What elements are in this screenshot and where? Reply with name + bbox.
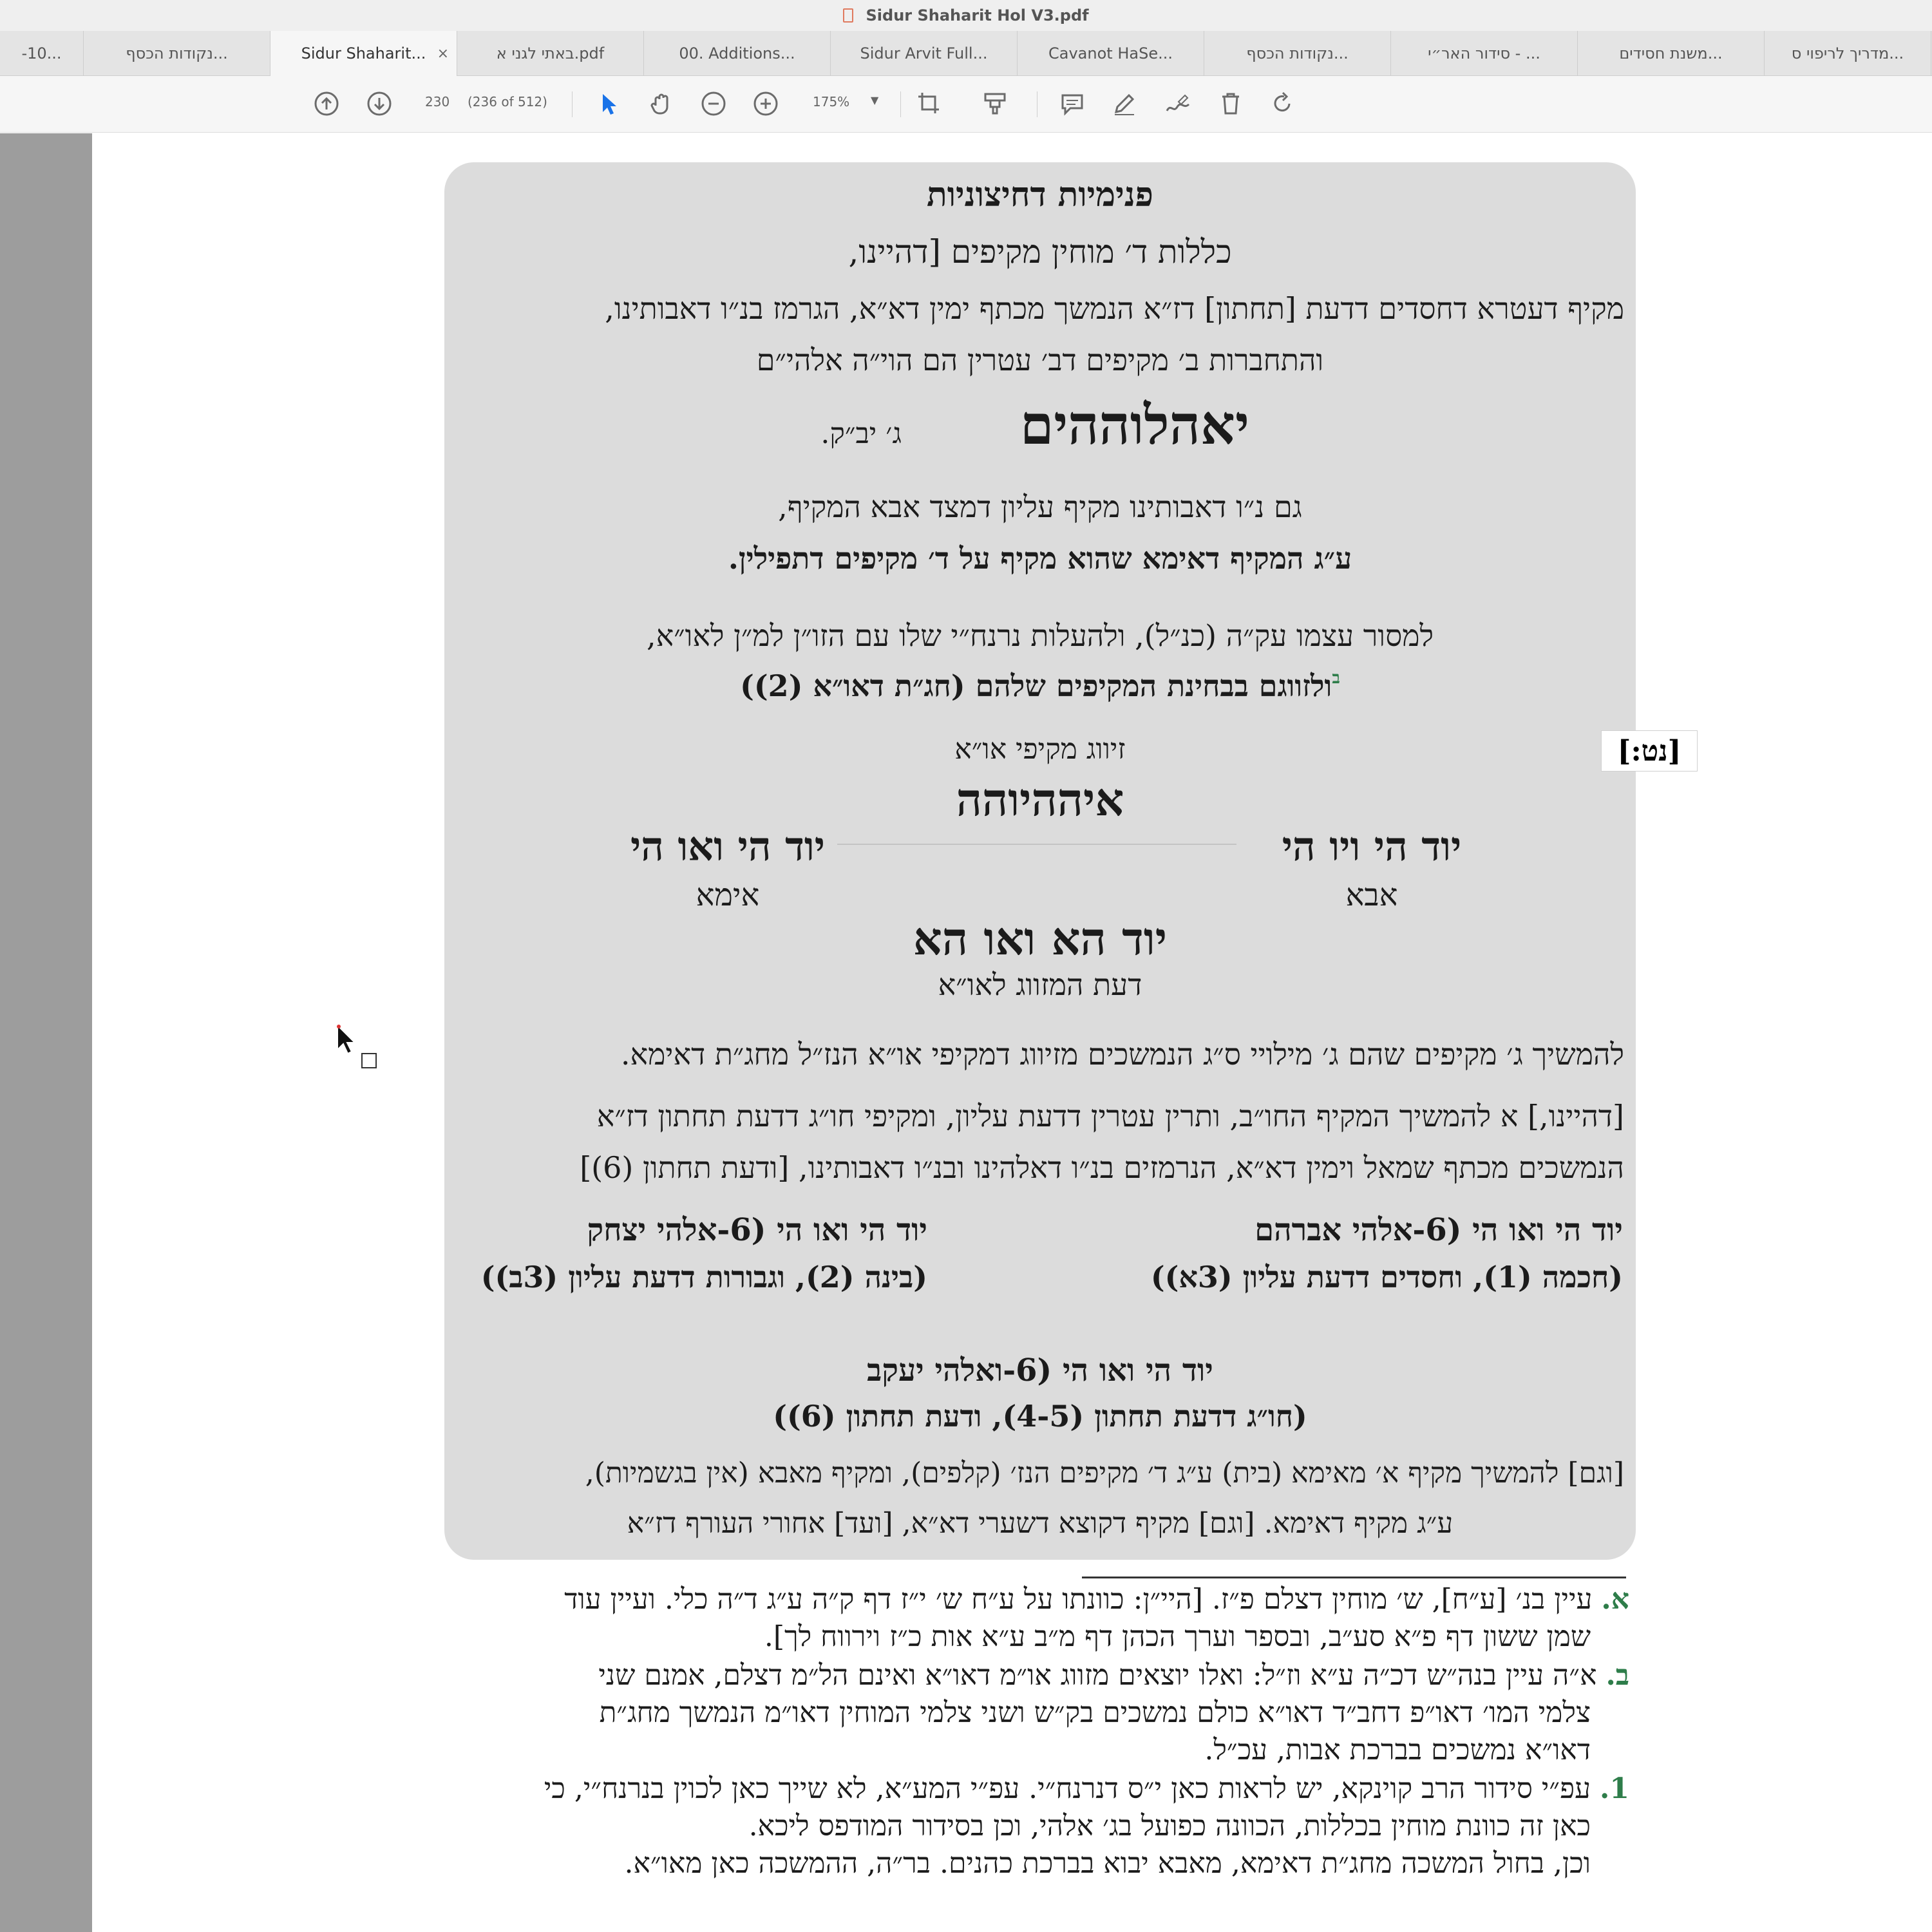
text-line: להמשיך ג׳ מקיפים שהם ג׳ מילויי ס״ג הנמשכים מזיווג דמקיפי או״א הנז״ל מחג״ת דאימא. — [620, 1037, 1624, 1072]
text-line: הנמשכים מכתף שמאל וימין דא״א, הנרמזים בנ״ו דאלהינו ובנ״ו דאבותינו, [ודעת תחתון (6)] — [580, 1150, 1624, 1185]
up-arrow-icon[interactable] — [312, 89, 341, 118]
pdf-toolbar — [0, 76, 1932, 133]
zivug-name: איההיוהה — [956, 773, 1124, 826]
highlight-icon[interactable] — [980, 89, 1010, 118]
pen-icon[interactable] — [1110, 89, 1139, 118]
text-line-body: ולזווגם בבחינת המקיפים שלהם (חג״ת דאו״א (2)) — [740, 668, 1332, 703]
page-number-field[interactable]: 230 — [425, 94, 450, 109]
group-desc-avraham: (חכמה (1), וחסדים דדעת עליון (3א)) — [1150, 1260, 1623, 1294]
page-reference-marker: [נט:] — [1601, 730, 1698, 772]
text-line: גם נ״ו דאבותינו מקיף עליון דמצד אבא המקיף, — [778, 489, 1302, 524]
footnote — [451, 1583, 1629, 1616]
tab[interactable] — [0, 31, 84, 76]
tab[interactable] — [644, 31, 831, 76]
footnote-mark: 1. — [1600, 1772, 1629, 1805]
group-name-yitzchak: יוד הי ואו הי (6-אלהי יצחק — [587, 1212, 927, 1248]
daat-name: יוד הא ואו הא — [913, 912, 1168, 965]
tab-label: באתי לגני א.pdf — [496, 44, 605, 62]
text-line: ע״ג מקיף דאימא. [וגם] מקיף דקוצא דשערי דא״א, [ועד] אחורי העורף דז״א — [627, 1507, 1454, 1540]
footnote-continuation: כאן זה כוונת מוחין בכללות, הכוונה כפועל בג׳ אלהי, וכן בסידור המודפס ליכא. — [748, 1810, 1591, 1842]
zoom-in-icon[interactable] — [751, 89, 781, 118]
tab[interactable] — [1204, 31, 1391, 76]
down-arrow-icon[interactable] — [365, 89, 394, 118]
tab[interactable] — [1578, 31, 1765, 76]
footnote-mark: ב. — [1605, 1659, 1629, 1692]
window-titlebar — [0, 0, 1932, 31]
rotate-icon[interactable] — [1267, 89, 1297, 118]
abba-name: יוד הי ויו הי — [1282, 823, 1462, 870]
tab-label: -10... — [21, 44, 62, 62]
close-tab-icon[interactable]: × — [437, 45, 449, 62]
tab-label: נקודות הכסף... — [1246, 44, 1349, 62]
tab-label: מדריך לריפוי ס... — [1791, 44, 1904, 62]
footnote-continuation: וכן, בחול המשכה מחג״ת דאימא, מאבא יבוא בברכת כהנים. בר״ה, ההמשכה כאן מאו״א. — [624, 1847, 1591, 1880]
hand-icon[interactable] — [647, 89, 676, 118]
footnote — [451, 1659, 1629, 1692]
tab[interactable] — [831, 31, 1018, 76]
tab[interactable] — [1018, 31, 1204, 76]
footnote-continuation: שמן ששון דף פ״א סע״ב, ובספר וערך הכהן דף מ״ב ע״א אות כ״ז וירווח לך]. — [764, 1620, 1591, 1653]
text-line: מקיף דעטרא דחסדים דדעת [תחתון] דז״א הנמשך מכתף ימין דא״א, הגרמז בנ״ו דאבותינו, — [605, 291, 1624, 326]
section-title: פנימיות דחיצוניות — [927, 175, 1153, 214]
select-arrow-icon[interactable] — [594, 89, 623, 118]
footnote — [451, 1772, 1629, 1805]
toolbar-separator — [900, 91, 901, 117]
section-subtitle: כללות ד׳ מוחין מקיפים [דהיינו, — [848, 233, 1232, 270]
crop-icon[interactable] — [914, 89, 944, 118]
text-line: והתחברות ב׳ מקיפים דב׳ עטרין הם הוי״ה אלהי״ם — [756, 343, 1324, 377]
tab-label: Cavanot HaSe... — [1048, 44, 1173, 62]
group-name-yaakov: יוד הי ואו הי (6-ואלהי יעקב — [867, 1352, 1213, 1388]
text-line: למסור עצמו עק״ה (כנ״ל), ולהעלות נרנח״י שלו עם הזו״ן למ״ן לאו״א, — [646, 618, 1434, 653]
tab-bar — [0, 31, 1932, 76]
group-name-avraham: יוד הי ואו הי (6-אלהי אברהם — [1255, 1212, 1623, 1248]
text-line — [444, 668, 1636, 703]
text-line: [וגם] להמשיך מקיף א׳ מאימא (בית) ע״ג ד׳ מקיפים הנז׳ (קלפים), ומקיף מאבא (אין בגשמיות), — [585, 1457, 1624, 1490]
footnote-text: א״ה עיין בנה״ש דכ״ה ע״א וז״ל: ואלו יוצאים מזווג או״מ דאו״א ואינם הל״מ דצלם, אמנם שני — [598, 1659, 1597, 1692]
mouse-cursor-icon — [335, 1024, 380, 1075]
sign-icon[interactable] — [1163, 89, 1193, 118]
footnote-mark: א. — [1601, 1583, 1629, 1616]
tab[interactable] — [1765, 31, 1931, 76]
footnote-text: עפ״י סידור הרב קוינקא, יש לראות כאן י״ס דנרנח״י. עפ״י המע״א, לא שייך כאן לכוין בנרנח״י, כי — [544, 1772, 1591, 1805]
sidebar-gutter — [0, 133, 92, 1932]
name-note: ג׳ יב״ק. — [820, 417, 902, 450]
tab[interactable] — [84, 31, 270, 76]
tab-label: סידור האר״י - ... — [1428, 44, 1540, 62]
imma-label: אימא — [696, 877, 760, 913]
comment-icon[interactable] — [1057, 89, 1087, 118]
imma-name: יוד הי ואו הי — [630, 823, 826, 870]
chevron-down-icon[interactable]: ▼ — [871, 94, 879, 106]
text-line: [דהיינו,] א להמשיך המקיף החו״ב, ותרין עטרין דדעת עליון, ומקיפי חו״ג דדעת תחתון דז״א — [596, 1099, 1624, 1133]
divine-name-large: יאהלוההים — [1019, 393, 1249, 457]
zoom-select[interactable]: 175% — [813, 94, 850, 109]
tab[interactable] — [457, 31, 644, 76]
superscript-mark: ב — [1332, 668, 1340, 688]
pdf-document-icon — [843, 8, 853, 23]
footnote-continuation: דאו״א נמשכים בברכת אבות, עכ״ל. — [1204, 1734, 1591, 1766]
tab-label: נקודות הכסף... — [126, 44, 228, 62]
footnote-continuation: צלמי המו׳ דאו״פ דחב״ד דאו״א כולם נמשכים בק״ש ושני צלמי המוחין דאו״מ הנמשך מחג״ת — [599, 1696, 1591, 1729]
group-desc-yaakov: (חו״ג דדעת תחתון (4-5), ודעת תחתון (6)) — [773, 1399, 1307, 1434]
tab-label: משנת חסידים... — [1619, 44, 1723, 62]
group-desc-yitzchak: (בינה (2), וגבורות דדעת עליון (3ב)) — [480, 1260, 927, 1294]
text-line: ע״ג המקיף דאימא שהוא מקיף על ד׳ מקיפים דתפילין. — [728, 541, 1352, 576]
footnote-separator — [1082, 1577, 1626, 1578]
zoom-out-icon[interactable] — [699, 89, 728, 118]
daat-label: דעת המזווג לאו״א — [938, 967, 1142, 1002]
toolbar-separator — [572, 91, 573, 117]
tab-active[interactable] — [270, 31, 457, 76]
zivug-label: זיווג מקיפי או״א — [954, 733, 1126, 766]
tab[interactable] — [1391, 31, 1578, 76]
tab-label: Sidur Shaharit... — [301, 44, 426, 62]
connector-line — [837, 844, 1236, 845]
tab-label: Sidur Arvit Full... — [860, 44, 988, 62]
trash-icon[interactable] — [1216, 89, 1245, 118]
tab-label: 00. Additions... — [679, 44, 795, 62]
page-count-label: (236 of 512) — [468, 94, 547, 109]
footnote-text: עיין בנ׳ [ע״ח], ש׳ מוחין דצלם פ״ז. [היי״ן: כוונתו על ע״ח ש׳ י״ז דף ק״ה ע״ג ד״ה כלי. ועיין עוד — [564, 1583, 1593, 1616]
abba-label: אבא — [1345, 877, 1398, 913]
window-title: Sidur Shaharit Hol V3.pdf — [866, 6, 1089, 24]
